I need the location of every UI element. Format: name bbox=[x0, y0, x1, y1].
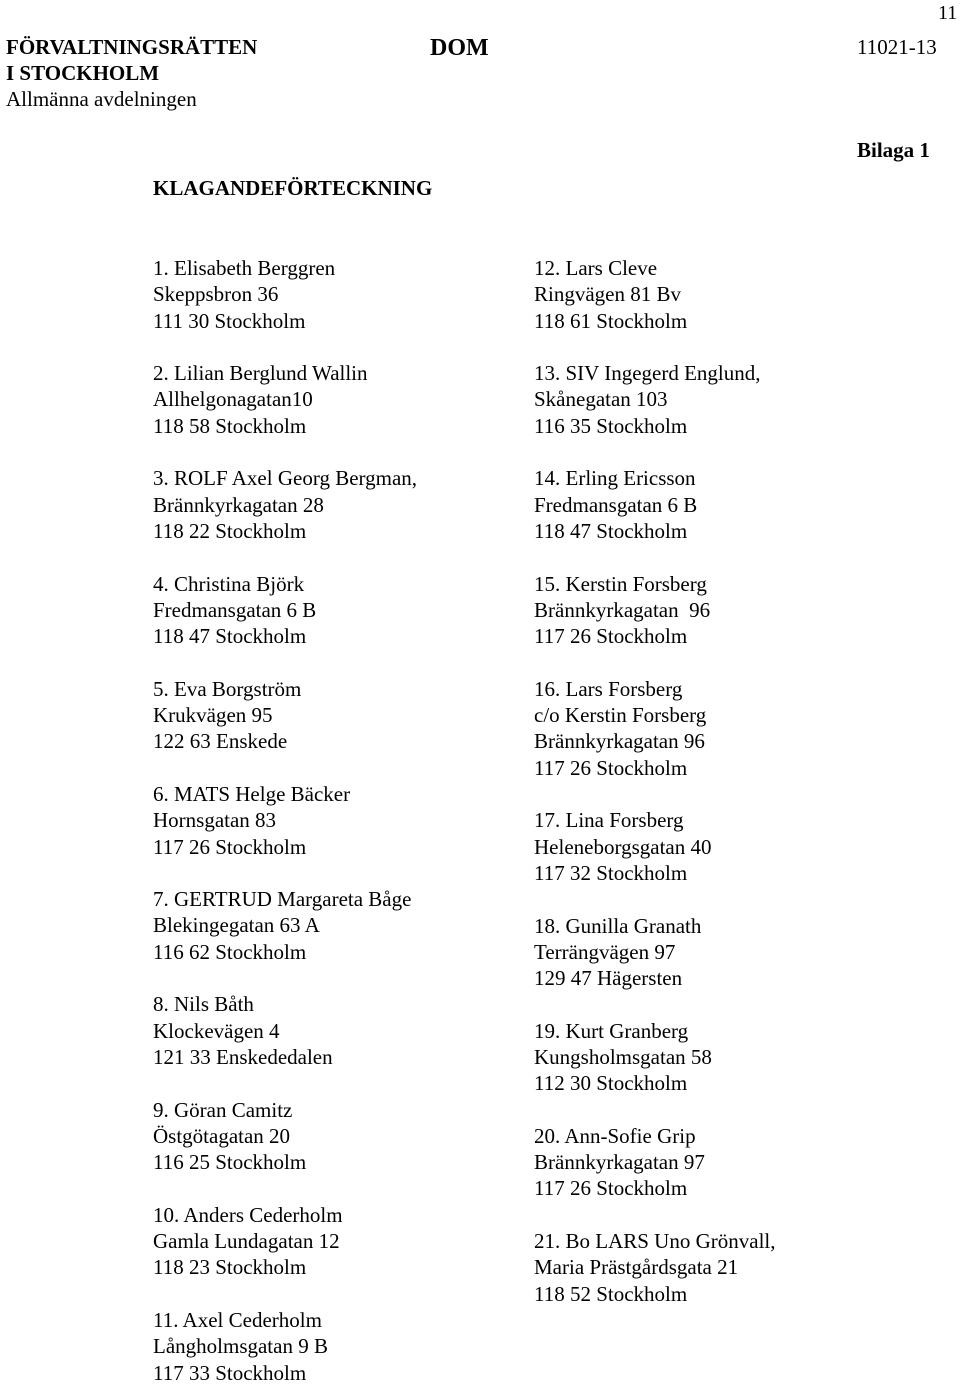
appellant-entry bbox=[534, 1018, 712, 1097]
appellant-address-line: Skånegatan 103 bbox=[534, 387, 668, 412]
appellant-address-line: Brännkyrkagatan 97 bbox=[534, 1150, 705, 1175]
appellant-name: 19. Kurt Granberg bbox=[534, 1018, 689, 1043]
appellant-entry bbox=[534, 465, 697, 544]
appellant-name: 3. ROLF Axel Georg Bergman, bbox=[153, 466, 418, 491]
appellant-name: 20. Ann-Sofie Grip bbox=[534, 1123, 696, 1148]
appellant-address-line: Kungsholmsgatan 58 bbox=[534, 1044, 712, 1069]
appellant-name: 14. Erling Ericsson bbox=[534, 466, 696, 491]
appellant-entry bbox=[534, 913, 701, 992]
appellant-name: 5. Eva Borgström bbox=[153, 676, 302, 701]
appellant-name: 7. GERTRUD Margareta Båge bbox=[153, 887, 412, 912]
appellant-postal-city: 122 63 Enskede bbox=[153, 729, 288, 754]
appellant-entry bbox=[153, 360, 368, 439]
appellant-address-line: Ringvägen 81 Bv bbox=[534, 282, 681, 307]
appellant-entry bbox=[534, 571, 710, 650]
appellant-name: 1. Elisabeth Berggren bbox=[153, 256, 336, 280]
appellant-postal-city: 118 58 Stockholm bbox=[153, 413, 307, 438]
appellant-address-line: Östgötagatan 20 bbox=[153, 1123, 291, 1148]
court-division: Allmänna avdelningen bbox=[6, 87, 197, 111]
appellant-postal-city: 117 26 Stockholm bbox=[534, 1176, 688, 1201]
appellant-entry bbox=[153, 1202, 343, 1281]
appellant-postal-city: 118 52 Stockholm bbox=[534, 1281, 688, 1306]
appellant-name: 13. SIV Ingegerd Englund, bbox=[534, 361, 761, 386]
appellant-address-line: Långholmsgatan 9 B bbox=[153, 1334, 328, 1359]
appellant-entry bbox=[153, 991, 333, 1070]
appellant-address-line: Brännkyrkagatan 96 bbox=[534, 597, 711, 622]
appellant-name: 8. Nils Båth bbox=[153, 992, 254, 1017]
appellant-postal-city: 116 62 Stockholm bbox=[153, 939, 307, 964]
appellant-postal-city: 116 35 Stockholm bbox=[534, 413, 688, 438]
appellant-postal-city: 116 25 Stockholm bbox=[153, 1150, 307, 1175]
appellant-name: 6. MATS Helge Bäcker bbox=[153, 782, 351, 806]
appellant-entry bbox=[153, 676, 301, 755]
appellant-postal-city: 117 26 Stockholm bbox=[153, 834, 307, 859]
appellant-postal-city: 117 33 Stockholm bbox=[153, 1360, 307, 1385]
appellant-address-line: Fredmansgatan 6 B bbox=[153, 597, 317, 622]
list-title: KLAGANDEFÖRTECKNING bbox=[153, 176, 433, 200]
appellant-name: 4. Christina Björk bbox=[153, 571, 305, 596]
appellant-entry bbox=[153, 886, 411, 965]
appellant-postal-city: 112 30 Stockholm bbox=[534, 1071, 688, 1096]
appellant-address-line: Krukvägen 95 bbox=[153, 703, 273, 728]
appellant-address-line: Allhelgonagatan10 bbox=[153, 387, 313, 412]
appellant-entry bbox=[534, 360, 761, 439]
appellant-address-line: c/o Kerstin Forsberg bbox=[534, 703, 707, 728]
appellant-entry bbox=[153, 1307, 328, 1386]
appellant-name: 15. Kerstin Forsberg bbox=[534, 571, 707, 596]
appellant-postal-city: 118 61 Stockholm bbox=[534, 308, 688, 333]
appellant-address-line: Gamla Lundagatan 12 bbox=[153, 1229, 340, 1254]
appellant-address-line: Maria Prästgårdsgata 21 bbox=[534, 1255, 739, 1280]
appellant-name: 18. Gunilla Granath bbox=[534, 913, 702, 938]
appellant-postal-city: 117 26 Stockholm bbox=[534, 624, 688, 649]
appellant-name: 11. Axel Cederholm bbox=[153, 1308, 322, 1332]
appellant-entry bbox=[534, 1123, 705, 1202]
appellant-entry bbox=[534, 255, 687, 334]
appellant-postal-city: 118 23 Stockholm bbox=[153, 1255, 307, 1280]
appellant-postal-city: 117 32 Stockholm bbox=[534, 860, 688, 885]
page-number: 11 bbox=[938, 2, 958, 24]
appellant-name: 16. Lars Forsberg bbox=[534, 676, 683, 701]
appellant-address-line: Heleneborgsgatan 40 bbox=[534, 834, 712, 859]
appellant-address-line: Skeppsbron 36 bbox=[153, 282, 279, 307]
appellant-entry bbox=[534, 676, 706, 781]
appellant-address-line: Brännkyrkagatan 96 bbox=[534, 729, 705, 754]
appellant-name: 2. Lilian Berglund Wallin bbox=[153, 361, 368, 386]
document-type: DOM bbox=[430, 35, 489, 61]
appellant-address-line: Brännkyrkagatan 28 bbox=[153, 492, 324, 517]
appellant-name: 12. Lars Cleve bbox=[534, 256, 658, 280]
appellant-postal-city: 118 47 Stockholm bbox=[534, 518, 688, 543]
appellant-entry bbox=[153, 781, 350, 860]
appellant-postal-city: 129 47 Hägersten bbox=[534, 966, 683, 991]
appellant-name: 10. Anders Cederholm bbox=[153, 1202, 343, 1227]
appellant-address-line: Terrängvägen 97 bbox=[534, 939, 676, 964]
appellant-name: 17. Lina Forsberg bbox=[534, 808, 684, 833]
appellant-postal-city: 121 33 Enskededalen bbox=[153, 1044, 333, 1069]
appellant-postal-city: 117 26 Stockholm bbox=[534, 755, 688, 780]
appellant-entry bbox=[153, 255, 335, 334]
appellant-address-line: Blekingegatan 63 A bbox=[153, 913, 320, 938]
case-number: 11021-13 bbox=[857, 35, 937, 59]
appellant-postal-city: 111 30 Stockholm bbox=[153, 308, 306, 333]
appendix-label: Bilaga 1 bbox=[857, 138, 930, 162]
appellant-postal-city: 118 47 Stockholm bbox=[153, 624, 307, 649]
appellant-entry bbox=[153, 571, 316, 650]
appellant-address-line: Hornsgatan 83 bbox=[153, 808, 277, 833]
appellant-entry bbox=[534, 807, 711, 886]
appellant-address-line: Fredmansgatan 6 B bbox=[534, 492, 698, 517]
court-city: I STOCKHOLM bbox=[6, 61, 160, 85]
appellant-name: 9. Göran Camitz bbox=[153, 1097, 293, 1122]
appellant-name: 21. Bo LARS Uno Grönvall, bbox=[534, 1229, 776, 1254]
appellant-entry bbox=[153, 1097, 306, 1176]
court-name: FÖRVALTNINGSRÄTTEN bbox=[6, 35, 258, 59]
appellant-address-line: Klockevägen 4 bbox=[153, 1018, 280, 1043]
appellant-entry bbox=[153, 465, 417, 544]
appellant-entry bbox=[534, 1228, 776, 1307]
appellant-postal-city: 118 22 Stockholm bbox=[153, 518, 307, 543]
